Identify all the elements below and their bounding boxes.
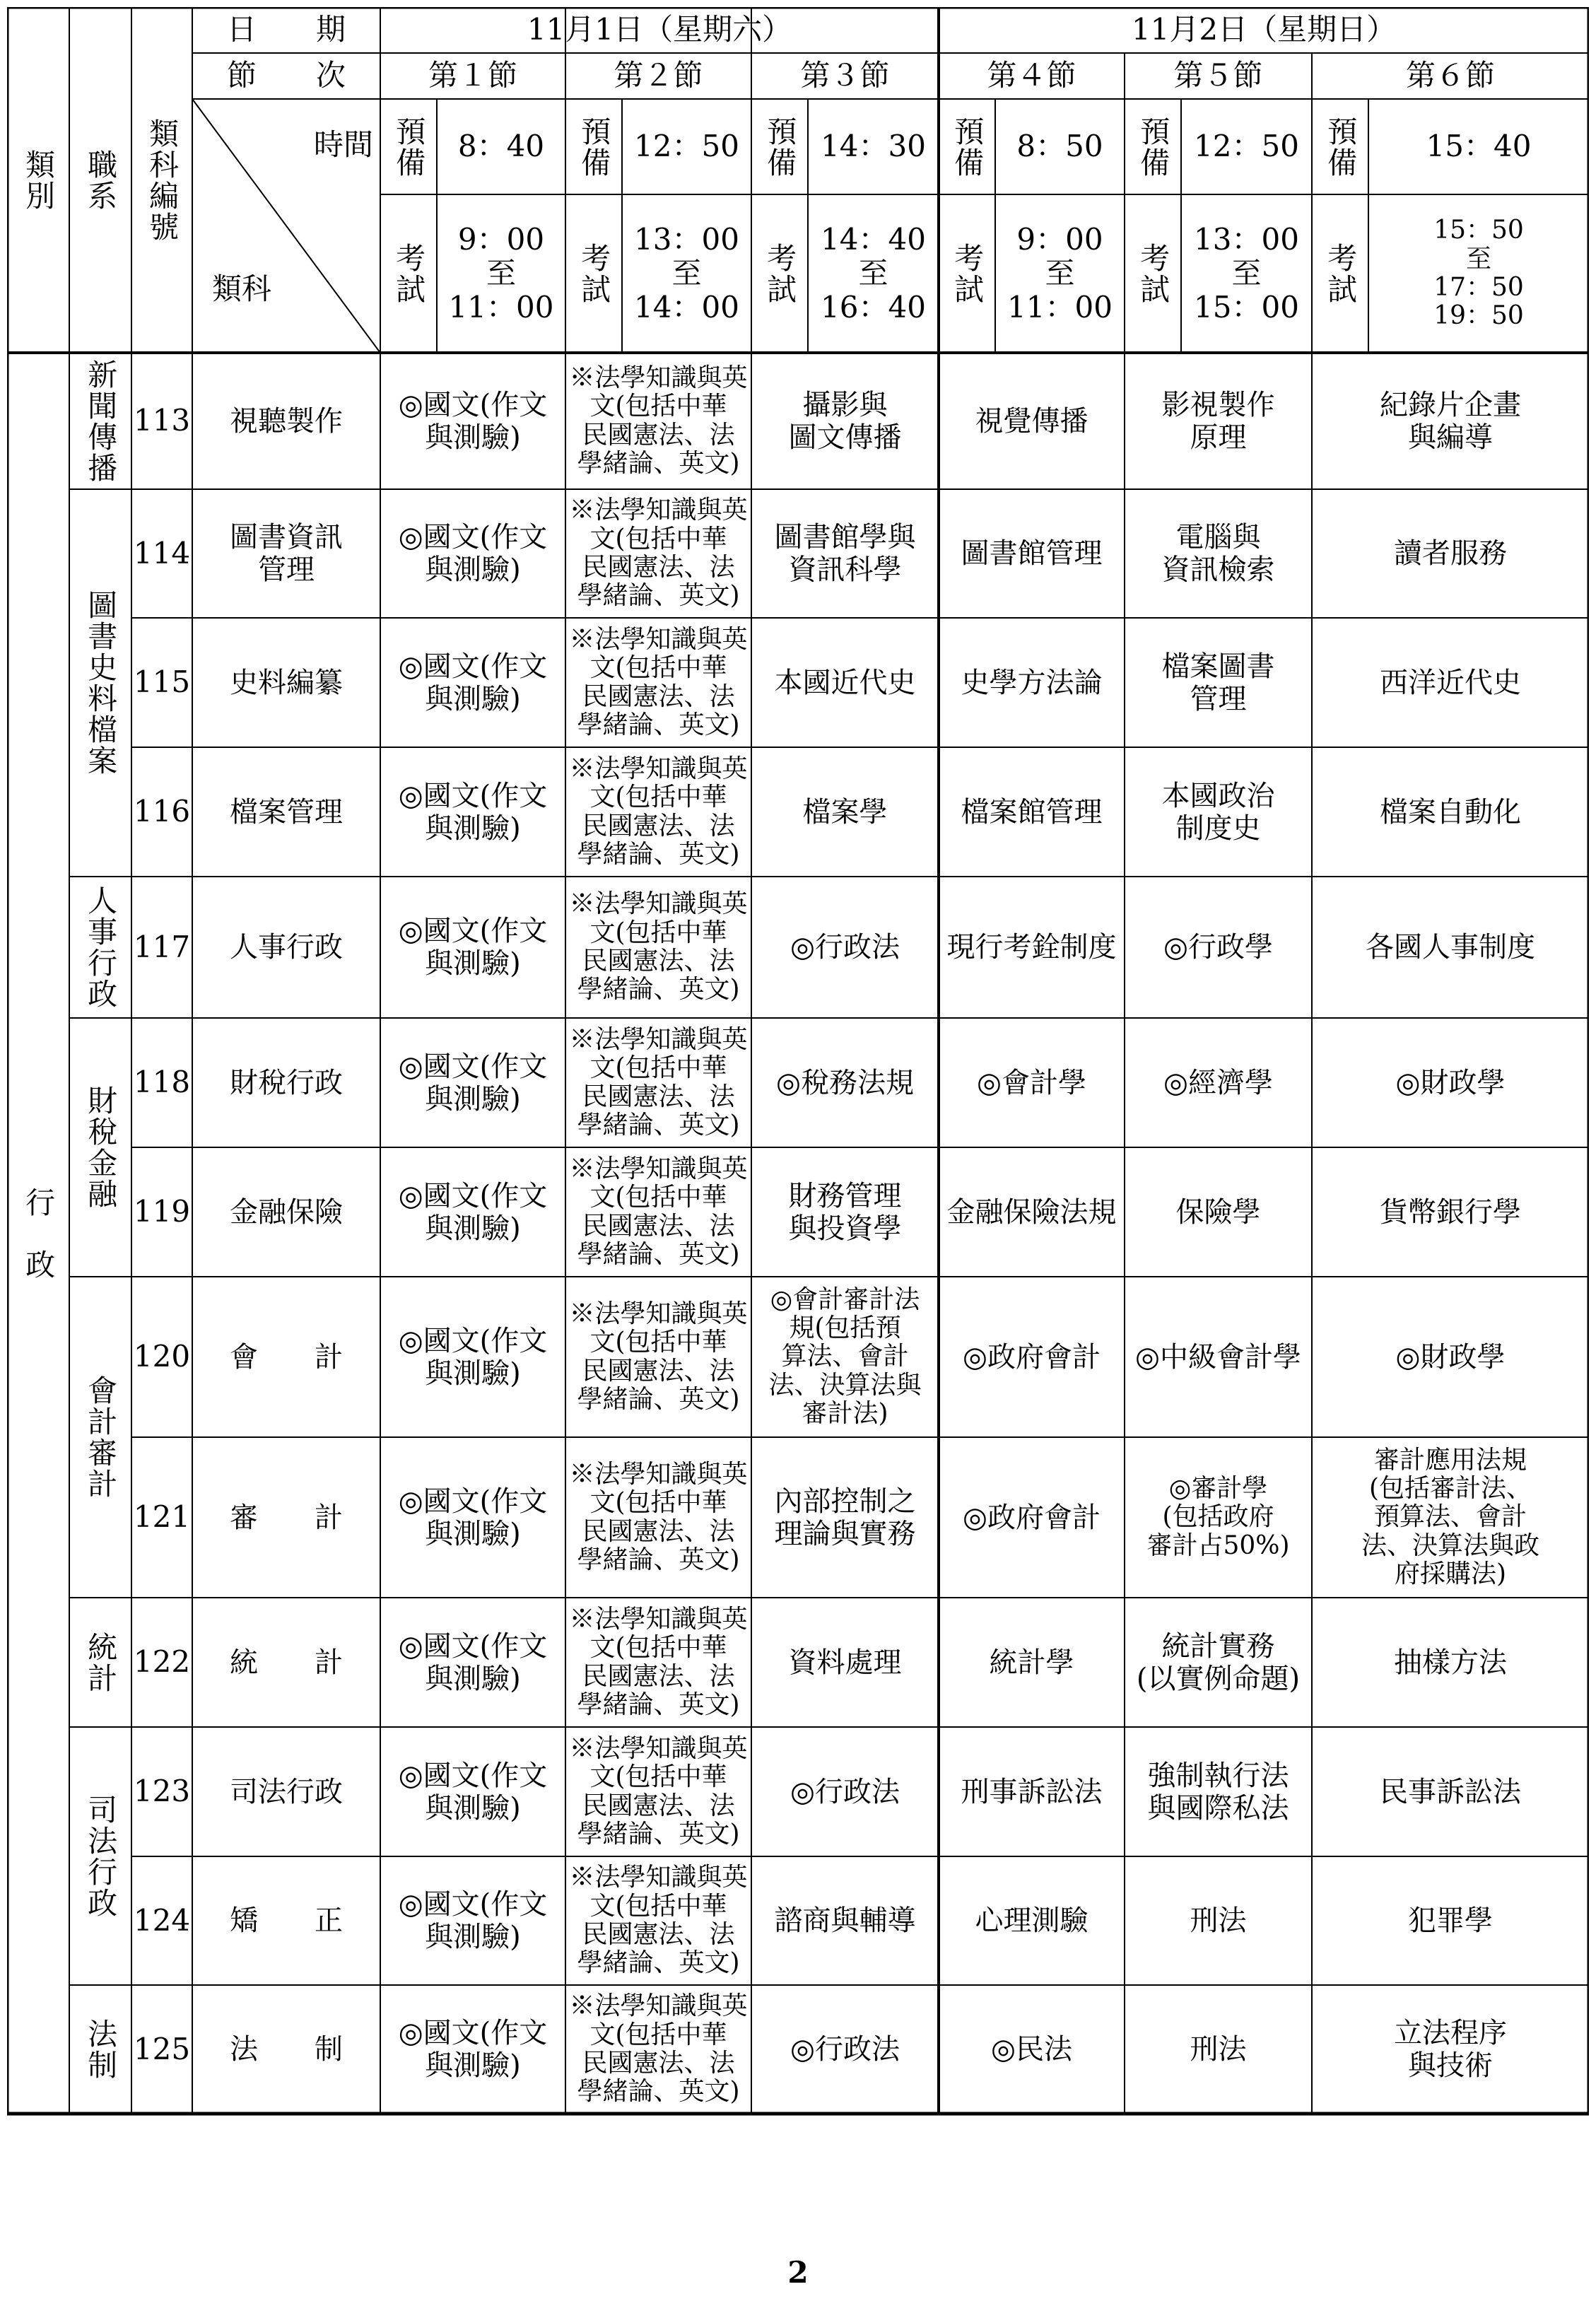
- period-4-subject: ◎民法: [991, 2033, 1072, 2066]
- period-5-subject: ◎中級會計學: [1135, 1340, 1301, 1374]
- period-5-subject: 電腦與 資訊檢索: [1161, 521, 1275, 586]
- period-2-subject: ※法學知識與英 文(包括中華 民國憲法、法 學緒論、英文): [569, 624, 748, 739]
- period-4-prep-time: 8：50: [1016, 129, 1103, 164]
- exam-label: 考試: [1136, 242, 1171, 305]
- department-header: 職系: [83, 148, 119, 211]
- period-3-subject: ◎行政法: [790, 1775, 900, 1808]
- date-label: 日 期: [226, 12, 346, 47]
- period-6-subject: ◎財政學: [1395, 1066, 1506, 1099]
- subject-code: 117: [133, 929, 191, 964]
- exam-label: 考試: [577, 242, 612, 305]
- period-4-subject: ◎政府會計: [963, 1340, 1101, 1374]
- period-6-subject: 犯罪學: [1408, 1904, 1493, 1937]
- period-2-subject: ※法學知識與英 文(包括中華 民國憲法、法 學緒論、英文): [569, 1459, 748, 1574]
- subject-name: 人事行政: [230, 931, 343, 964]
- subject-code: 119: [133, 1194, 191, 1229]
- period-4-subject: 金融保險法規: [946, 1195, 1117, 1229]
- department-group: 法制: [83, 2018, 119, 2080]
- period-4-subject: 檔案館管理: [961, 795, 1103, 829]
- department-group: 圖書史料檔案: [83, 590, 119, 776]
- subject-name: 史料編纂: [230, 666, 343, 699]
- period-2-subject: ※法學知識與英 文(包括中華 民國憲法、法 學緒論、英文): [569, 1991, 748, 2107]
- period-3-subject: ◎稅務法規: [776, 1066, 914, 1099]
- period-1-subject: ◎國文(作文 與測驗): [398, 1324, 548, 1390]
- exam-label: 考試: [1323, 242, 1359, 305]
- period-1-subject: ◎國文(作文 與測驗): [398, 915, 548, 980]
- period-5-prep-time: 12：50: [1194, 129, 1299, 164]
- period-3-subject: 諮商與輔導: [774, 1904, 916, 1937]
- period-5-subject: 統計實務 (以實例命題): [1136, 1629, 1301, 1695]
- exam-label: 考試: [392, 242, 427, 305]
- period-5-subject: 檔案圖書 管理: [1161, 650, 1275, 715]
- period-5-exam-time: 13：00 至 15：00: [1194, 221, 1299, 325]
- period-6-subject: 貨幣銀行學: [1380, 1195, 1521, 1229]
- period-6-subject: 紀錄片企畫 與編導: [1380, 388, 1521, 454]
- period-5-subject: 強制執行法 與國際私法: [1147, 1759, 1289, 1825]
- period-6-subject: 民事訴訟法: [1380, 1775, 1521, 1808]
- category-value: 行 政: [21, 1186, 57, 1280]
- period-1-subject: ◎國文(作文 與測驗): [398, 650, 548, 715]
- subject-code: 120: [133, 1339, 191, 1374]
- subject-name: 財稅行政: [230, 1066, 343, 1099]
- period-1-subject: ◎國文(作文 與測驗): [398, 1888, 548, 1953]
- period-4-subject: 刑事訴訟法: [961, 1775, 1103, 1808]
- period-2-subject: ※法學知識與英 文(包括中華 民國憲法、法 學緒論、英文): [569, 1299, 748, 1414]
- period-3-name: 第３節: [800, 58, 890, 93]
- period-6-subject: 立法程序 與技術: [1394, 2017, 1507, 2082]
- subject-code: 113: [133, 403, 191, 438]
- period-1-subject: ◎國文(作文 與測驗): [398, 779, 548, 845]
- period-6-subject: 讀者服務: [1394, 537, 1507, 570]
- period-1-subject: ◎國文(作文 與測驗): [398, 2017, 548, 2082]
- subject-label: 類科: [211, 271, 271, 306]
- period-2-subject: ※法學知識與英 文(包括中華 民國憲法、法 學緒論、英文): [569, 363, 748, 478]
- period-4-subject: 視覺傳播: [975, 404, 1089, 438]
- subject-code: 124: [133, 1902, 191, 1938]
- prep-label: 預備: [1323, 115, 1359, 178]
- period-3-subject: 財務管理 與投資學: [788, 1179, 902, 1245]
- period-3-subject: 圖書館學與 資訊科學: [774, 521, 916, 586]
- day2-date: 11月2日（星期日）: [1131, 12, 1397, 47]
- period-2-subject: ※法學知識與英 文(包括中華 民國憲法、法 學緒論、英文): [569, 1863, 748, 1978]
- period-1-subject: ◎國文(作文 與測驗): [398, 1179, 548, 1245]
- period-6-name: 第６節: [1405, 58, 1495, 93]
- period-2-subject: ※法學知識與英 文(包括中華 民國憲法、法 學緒論、英文): [569, 1024, 748, 1140]
- period-3-subject: 檔案學: [802, 795, 888, 829]
- subject-name: 矯 正: [230, 1904, 343, 1937]
- period-2-subject: ※法學知識與英 文(包括中華 民國憲法、法 學緒論、英文): [569, 1154, 748, 1269]
- subject-name: 金融保險: [230, 1195, 343, 1229]
- period-3-prep-time: 14：30: [821, 129, 926, 164]
- period-5-subject: 刑法: [1190, 1904, 1247, 1937]
- subject-code: 123: [133, 1774, 191, 1809]
- period-1-subject: ◎國文(作文 與測驗): [398, 388, 548, 454]
- subject-code: 116: [133, 794, 191, 829]
- department-group: 司法行政: [83, 1793, 119, 1919]
- period-5-subject: ◎審計學 (包括政府 審計占50%): [1146, 1474, 1290, 1560]
- period-6-subject: 各國人事制度: [1366, 931, 1535, 964]
- period-3-subject: 內部控制之 理論與實務: [774, 1485, 916, 1550]
- period-2-subject: ※法學知識與英 文(包括中華 民國憲法、法 學緒論、英文): [569, 754, 748, 869]
- period-2-exam-time: 13：00 至 14：00: [634, 221, 739, 325]
- subject-name: 司法行政: [230, 1775, 343, 1808]
- period-6-subject: 審計應用法規 (包括審計法、 預算法、會計 法、決算法與政 府採購法): [1361, 1445, 1539, 1588]
- period-3-subject: 資料處理: [788, 1646, 902, 1679]
- period-1-prep-time: 8：40: [457, 129, 545, 164]
- subject-code: 122: [133, 1644, 191, 1680]
- code-header: 類科編號: [145, 117, 180, 242]
- subject-code: 115: [133, 665, 191, 700]
- period-6-prep-time: 15：40: [1426, 129, 1532, 164]
- prep-label: 預備: [392, 115, 427, 178]
- subject-name: 檔案管理: [230, 795, 343, 829]
- department-group: 新聞傳播: [83, 358, 119, 484]
- prep-label: 預備: [577, 115, 612, 178]
- period-6-exam-time: 15：50 至 17：50 19：50: [1433, 216, 1524, 331]
- period-5-subject: ◎經濟學: [1163, 1066, 1273, 1099]
- period-1-subject: ◎國文(作文 與測驗): [398, 1629, 548, 1695]
- category-header: 類別: [21, 148, 57, 211]
- period-1-subject: ◎國文(作文 與測驗): [398, 1759, 548, 1825]
- subject-code: 114: [133, 535, 191, 570]
- period-6-subject: ◎財政學: [1395, 1340, 1506, 1374]
- subject-code: 118: [133, 1065, 191, 1100]
- period-3-subject: ◎行政法: [790, 2033, 900, 2066]
- period-2-subject: ※法學知識與英 文(包括中華 民國憲法、法 學緒論、英文): [569, 496, 748, 611]
- period-5-name: 第５節: [1173, 58, 1263, 93]
- period-6-subject: 抽樣方法: [1394, 1646, 1507, 1679]
- period-3-exam-time: 14：40 至 16：40: [821, 221, 926, 325]
- period-4-subject: ◎政府會計: [963, 1501, 1101, 1534]
- exam-schedule-table: [7, 7, 1589, 2156]
- period-label: 節 次: [226, 58, 346, 93]
- period-4-subject: 心理測驗: [975, 1904, 1089, 1937]
- period-3-subject: ◎會計審計法 規(包括預 算法、會計 法、決算法與 審計法): [768, 1284, 922, 1428]
- period-2-subject: ※法學知識與英 文(包括中華 民國憲法、法 學緒論、英文): [569, 1604, 748, 1719]
- subject-name: 視聽製作: [230, 404, 343, 438]
- prep-label: 預備: [1136, 115, 1171, 178]
- exam-label: 考試: [763, 242, 798, 305]
- period-4-subject: ◎會計學: [977, 1066, 1086, 1099]
- period-4-subject: 史學方法論: [961, 666, 1103, 699]
- exam-label: 考試: [950, 242, 985, 305]
- period-5-subject: 本國政治 制度史: [1161, 779, 1275, 845]
- department-group: 統計: [83, 1631, 119, 1694]
- period-4-subject: 圖書館管理: [961, 537, 1103, 570]
- period-5-subject: ◎行政學: [1163, 931, 1273, 964]
- subject-name: 圖書資訊 管理: [230, 521, 343, 586]
- subject-code: 125: [133, 2031, 191, 2066]
- day1-date: 11月1日（星期六）: [527, 12, 792, 47]
- period-1-name: 第１節: [428, 58, 517, 93]
- period-4-name: 第４節: [987, 58, 1076, 93]
- period-6-subject: 西洋近代史: [1380, 666, 1521, 699]
- subject-name: 統 計: [230, 1646, 343, 1679]
- subject-code: 121: [133, 1499, 191, 1535]
- period-1-subject: ◎國文(作文 與測驗): [398, 1050, 548, 1116]
- period-6-subject: 檔案自動化: [1380, 795, 1521, 829]
- period-5-subject: 保險學: [1175, 1195, 1261, 1229]
- subject-name: 法 制: [230, 2033, 343, 2066]
- period-2-subject: ※法學知識與英 文(包括中華 民國憲法、法 學緒論、英文): [569, 1733, 748, 1849]
- period-2-subject: ※法學知識與英 文(包括中華 民國憲法、法 學緒論、英文): [569, 889, 748, 1005]
- period-2-prep-time: 12：50: [634, 129, 739, 164]
- period-1-subject: ◎國文(作文 與測驗): [398, 1485, 548, 1550]
- period-4-subject: 現行考銓制度: [946, 931, 1117, 964]
- period-1-subject: ◎國文(作文 與測驗): [398, 521, 548, 586]
- department-group: 人事行政: [83, 885, 119, 1009]
- period-5-subject: 刑法: [1190, 2033, 1247, 2066]
- subject-name: 審 計: [230, 1501, 343, 1534]
- prep-label: 預備: [763, 115, 798, 178]
- period-3-subject: ◎行政法: [790, 931, 900, 964]
- period-2-name: 第２節: [614, 58, 703, 93]
- period-1-exam-time: 9：00 至 11：00: [448, 221, 554, 325]
- page-number: 2: [787, 2255, 809, 2290]
- department-group: 會計審計: [83, 1375, 119, 1499]
- time-label: 時間: [313, 127, 373, 162]
- period-4-subject: 統計學: [989, 1646, 1074, 1679]
- prep-label: 預備: [950, 115, 985, 178]
- department-group: 財稅金融: [83, 1085, 119, 1210]
- period-5-subject: 影視製作 原理: [1161, 388, 1275, 454]
- subject-name: 會 計: [230, 1340, 343, 1374]
- period-4-exam-time: 9：00 至 11：00: [1007, 221, 1113, 325]
- period-3-subject: 本國近代史: [774, 666, 916, 699]
- period-3-subject: 攝影與 圖文傳播: [788, 388, 902, 454]
